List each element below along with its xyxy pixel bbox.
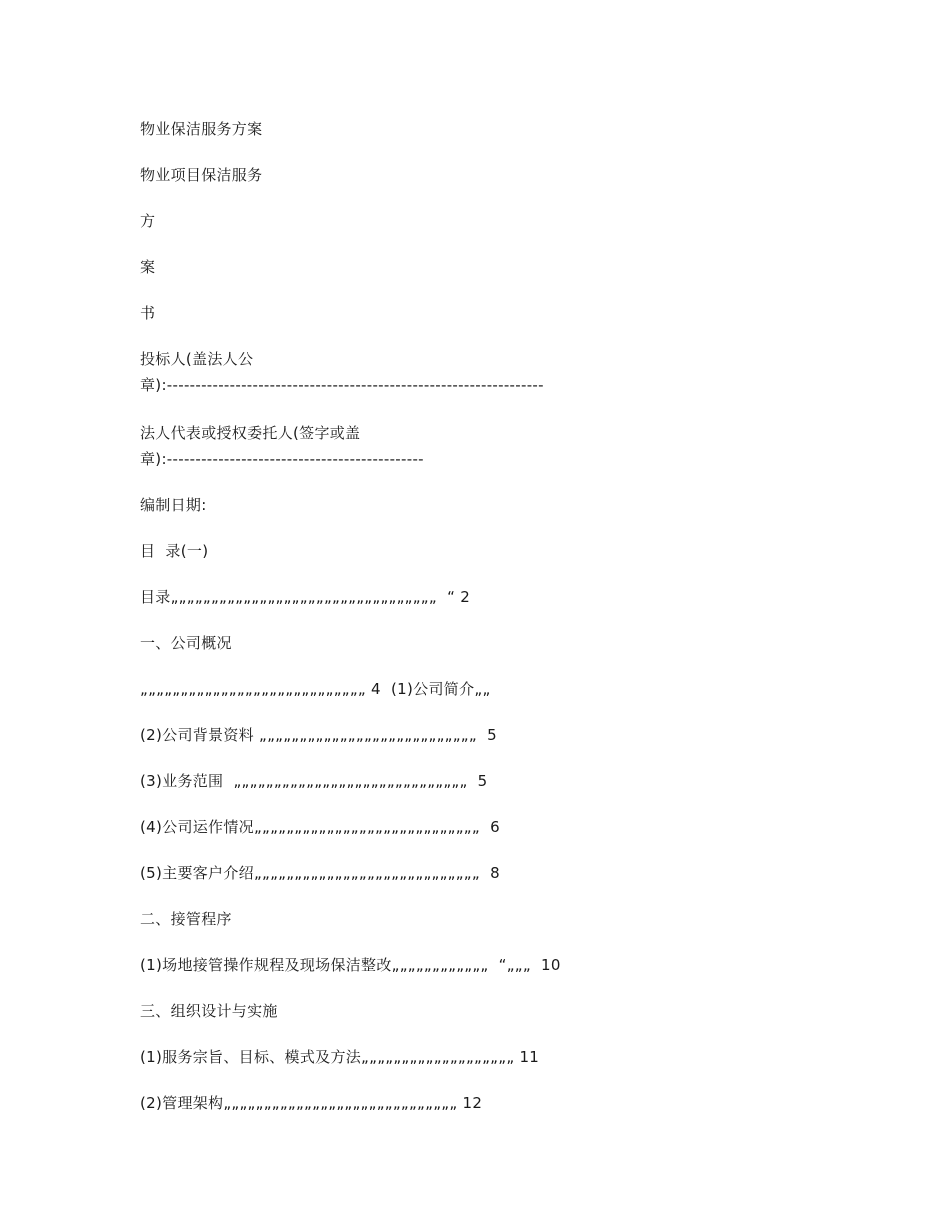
doc-title-char-shu: 书: [140, 304, 156, 322]
toc-entry: (1)场地接管操作规程及现场保洁整改„„„„„„„„„„„„ “„„„ 10: [140, 956, 561, 974]
toc-entry: (5)主要客户介绍„„„„„„„„„„„„„„„„„„„„„„„„„„„„ 8: [140, 864, 500, 882]
bidder-label: 投标人(盖法人公: [140, 350, 254, 368]
toc-entry: „„„„„„„„„„„„„„„„„„„„„„„„„„„„ 4 (1)公司简介„„: [140, 680, 491, 698]
toc-entry: (2)管理架构„„„„„„„„„„„„„„„„„„„„„„„„„„„„„ 12: [140, 1094, 483, 1112]
toc-entry: (2)公司背景资料 „„„„„„„„„„„„„„„„„„„„„„„„„„„ 5: [140, 726, 497, 744]
toc-section-heading: 一、公司概况: [140, 634, 232, 652]
toc-section-heading: 三、组织设计与实施: [140, 1002, 278, 1020]
doc-subtitle: 物业项目保洁服务: [140, 166, 263, 184]
doc-title-char-fang: 方: [140, 212, 156, 230]
doc-title-char-an: 案: [140, 258, 156, 276]
toc-entry: (1)服务宗旨、目标、模式及方法„„„„„„„„„„„„„„„„„„„ 11: [140, 1048, 540, 1066]
compile-date: 编制日期:: [140, 496, 207, 514]
bidder-seal-line: 章):------------------------------------------------------------------: [140, 376, 544, 394]
toc-section-heading: 二、接管程序: [140, 910, 232, 928]
toc-entry: 目录„„„„„„„„„„„„„„„„„„„„„„„„„„„„„„„„„ “ 2: [140, 588, 471, 606]
legal-rep-seal-line: 章):---------------------------------------------: [140, 450, 424, 468]
toc-entry: (3)业务范围 „„„„„„„„„„„„„„„„„„„„„„„„„„„„„ 5: [140, 772, 488, 790]
toc-entry: (4)公司运作情况„„„„„„„„„„„„„„„„„„„„„„„„„„„„ 6: [140, 818, 500, 836]
toc-heading: 目 录(一): [140, 542, 209, 560]
doc-title: 物业保洁服务方案: [140, 120, 263, 138]
legal-rep-label: 法人代表或授权委托人(签字或盖: [140, 424, 361, 442]
